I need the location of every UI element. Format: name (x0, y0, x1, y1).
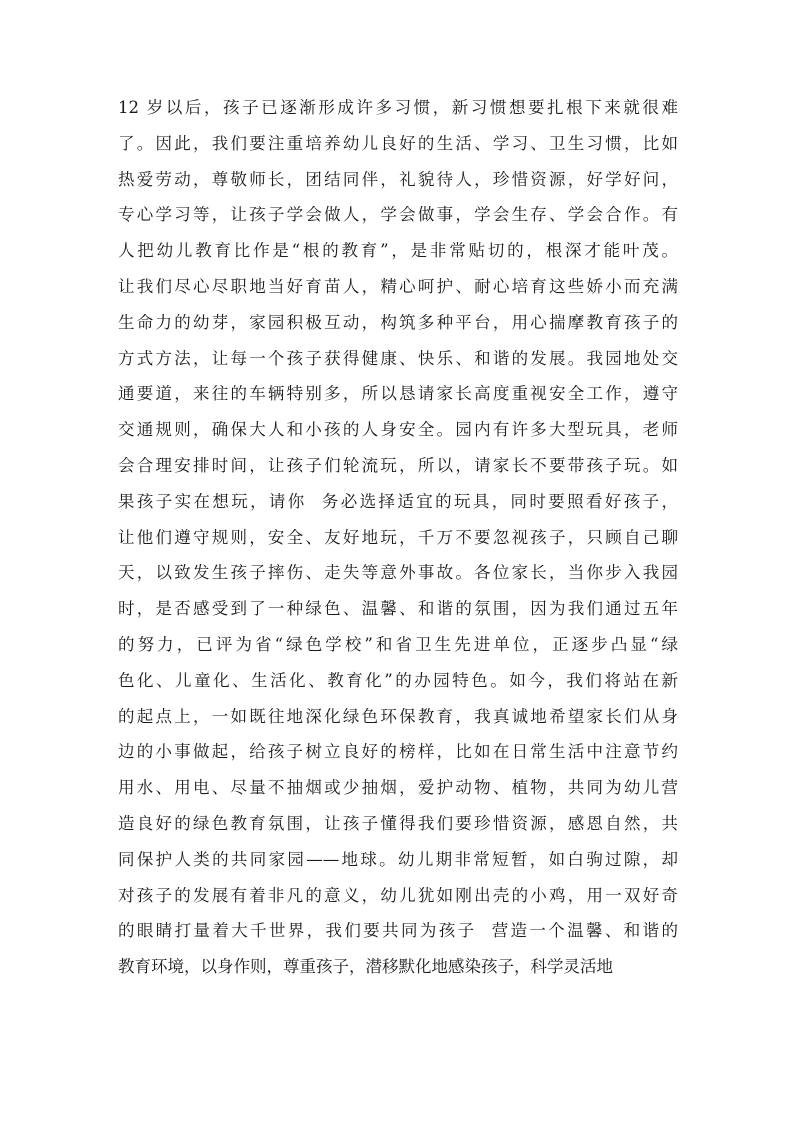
text-line: 的努力，已评为省“绿色学校”和省卫生先进单位，正逐步凸显“绿 (118, 634, 678, 654)
body-text (118, 90, 678, 985)
text-line: 让他们遵守规则，安全、友好地玩，千万不要忽视孩子，只顾自己聊 (118, 527, 678, 547)
text-line: 12 岁以后，孩子已逐渐形成许多习惯，新习惯想要扎根下来就很难 (118, 98, 678, 117)
text-line: 对孩子的发展有着非凡的意义，幼儿犹如刚出壳的小鸡，用一双好奇 (118, 885, 678, 905)
text-line: 会合理安排时间，让孩子们轮流玩，所以，请家长不要带孩子玩。如 (118, 455, 678, 475)
text-line: 通要道，来往的车辆特别多，所以恳请家长高度重视安全工作，遵守 (118, 384, 678, 404)
text-line: 色化、儿童化、生活化、教育化”的办园特色。如今，我们将站在新 (118, 670, 678, 690)
text-line: 时，是否感受到了一种绿色、温馨、和谐的氛围，因为我们通过五年 (118, 599, 678, 619)
text-line: 天，以致发生孩子摔伤、走失等意外事故。各位家长，当你步入我园 (118, 563, 678, 583)
text-line: 果孩子实在想玩，请你 务必选择适宜的玩具，同时要照看好孩子， (118, 491, 678, 511)
text-line: 专心学习等，让孩子学会做人，学会做事，学会生存、学会合作。有 (118, 205, 678, 225)
text-line: 造良好的绿色教育氛围，让孩子懂得我们要珍惜资源，感恩自然，共 (118, 813, 678, 833)
text-line: 热爱劳动，尊敬师长，团结同伴，礼貌待人，珍惜资源，好学好问， (118, 169, 678, 189)
text-line: 让我们尽心尽职地当好育苗人，精心呵护、耐心培育这些娇小而充满 (118, 276, 678, 296)
text-line: 的起点上，一如既往地深化绿色环保教育，我真诚地希望家长们从身 (118, 706, 678, 726)
text-line: 教育环境，以身作则，尊重孩子，潜移默化地感染孩子，科学灵活地 (118, 957, 613, 977)
text-line: 用水、用电、尽量不抽烟或少抽烟，爱护动物、植物，共同为幼儿营 (118, 778, 678, 798)
text-line: 了。因此，我们要注重培养幼儿良好的生活、学习、卫生习惯，比如 (118, 133, 678, 153)
text-line: 同保护人类的共同家园——地球。幼儿期非常短暂，如白驹过隙，却 (118, 849, 678, 869)
text-line: 生命力的幼芽，家园积极互动，构筑多种平台，用心揣摩教育孩子的 (118, 312, 678, 332)
text-line: 人把幼儿教育比作是“根的教育”，是非常贴切的，根深才能叶茂。 (118, 241, 678, 261)
text-line: 方式方法，让每一个孩子获得健康、快乐、和谐的发展。我园地处交 (118, 348, 678, 368)
text-line: 边的小事做起，给孩子树立良好的榜样，比如在日常生活中注意节约 (118, 742, 678, 762)
text-line: 交通规则，确保大人和小孩的人身安全。园内有许多大型玩具，老师 (118, 420, 678, 440)
text-line: 的眼睛打量着大千世界，我们要共同为孩子 营造一个温馨、和谐的 (118, 921, 678, 941)
